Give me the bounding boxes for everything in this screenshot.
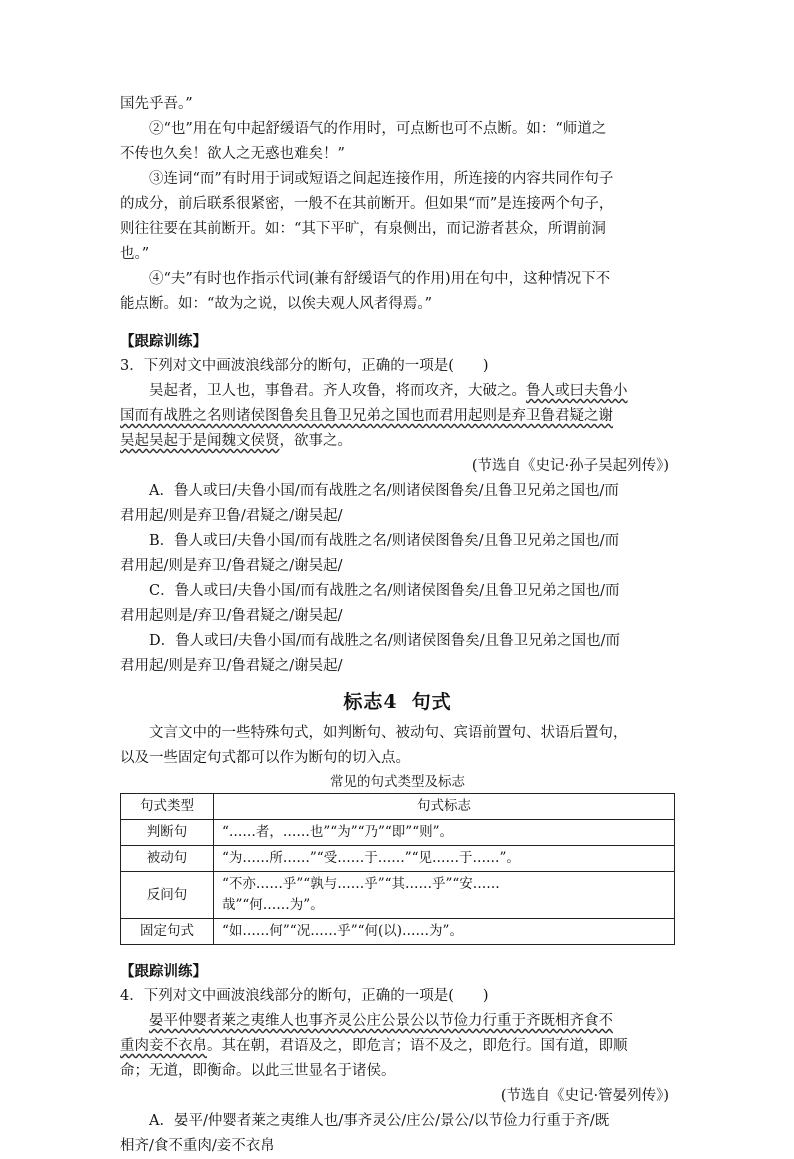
passage-line: 命；无道，即衡命。以此三世显名于诸侯。 <box>120 1063 396 1079</box>
sentence-pattern-table <box>120 793 675 945</box>
option-a: A．晏平/仲婴者莱之夷维人也/事齐灵公/庄公/景公/以节俭力行重于齐/既 <box>149 1113 610 1129</box>
text-line: 的成分，前后联系很紧密，一般不在其前断开。但如果“而”是连接两个句子， <box>120 196 614 212</box>
text-line: 国先乎吾。” <box>120 96 193 112</box>
option-c-cont: 君用起则是/弃卫/鲁君疑之/谢吴起/ <box>120 608 343 624</box>
wavy-underlined-text: 鲁人或曰夫鲁小 <box>526 383 628 399</box>
document-content <box>120 92 675 1159</box>
text-line: 也。” <box>120 246 150 262</box>
passage-line <box>120 404 675 429</box>
training-heading: 【跟踪训练】 <box>120 963 207 980</box>
wavy-underlined-text: 晏平仲婴者莱之夷维人也事齐灵公庄公景公以节俭力行重于齐既相齐食不 <box>149 1013 613 1029</box>
question-stem: 4．下列对文中画波浪线部分的断句，正确的一项是( ) <box>120 988 489 1004</box>
option-a-cont: 君用起/则是弃卫鲁/君疑之/谢吴起/ <box>120 508 343 524</box>
table-cell-mark: “……者，……也”“为”“乃”“即”“则”。 <box>214 820 675 846</box>
passage-text: 吴起者，卫人也，事鲁君。齐人攻鲁，将而攻齐，大破之。 <box>149 383 526 399</box>
intro-line: 文言文中的一些特殊句式，如判断句、被动句、宾语前置句、状语后置句， <box>149 725 628 741</box>
wavy-underlined-text: 国而有战胜之名则诸侯图鲁矣且鲁卫兄弟之国也而君用起则是弃卫鲁君疑之谢 <box>120 408 613 424</box>
source-citation: (节选自《史记·孙子吴起列传》) <box>471 458 669 474</box>
option-a-cont: 相齐/食不重肉/妾不衣帛 <box>120 1138 275 1154</box>
section-title-number: 标志4 <box>343 691 398 713</box>
table-row <box>121 919 675 945</box>
table-row <box>121 820 675 846</box>
text-line: ③连词“而”有时用于词或短语之间起连接作用，所连接的内容共同作句子 <box>149 171 614 187</box>
option-a: A．鲁人或曰/夫鲁小国/而有战胜之名/则诸侯图鲁矣/且鲁卫兄弟之国也/而 <box>149 483 619 499</box>
section-title <box>120 687 675 717</box>
intro-line: 以及一些固定句式都可以作为断句的切入点。 <box>120 750 410 766</box>
section-title-text: 句式 <box>411 691 452 713</box>
text-line: 能点断。如：“故为之说，以俟夫观人风者得焉。” <box>120 296 433 312</box>
text-line: ②“也”用在句中起舒缓语气的作用时，可点断也可不点断。如：“师道之 <box>149 121 607 137</box>
question-stem: 3．下列对文中画波浪线部分的断句，正确的一项是( ) <box>120 358 489 374</box>
passage-text: ，欲事之。 <box>279 433 352 449</box>
table-cell-mark: “如……何”“况……乎”“何(以)……为”。 <box>214 919 675 945</box>
table-caption: 常见的句式类型及标志 <box>330 774 465 790</box>
source-citation: (节选自《史记·管晏列传》) <box>500 1088 669 1104</box>
table-header-row <box>121 794 675 820</box>
text-line: 不传也久矣！欲人之无惑也难矣！” <box>120 146 345 162</box>
table-header-type: 句式类型 <box>121 794 214 820</box>
table-row <box>121 872 675 919</box>
table-row <box>121 846 675 872</box>
passage-line <box>120 379 675 404</box>
table-cell-mark <box>214 872 675 919</box>
option-d: D．鲁人或曰/夫鲁小国/而有战胜之名/则诸侯图鲁矣/且鲁卫兄弟之国也/而 <box>149 633 621 649</box>
passage-text: 。其在朝，君语及之，即危言；语不及之，即危行。国有道，即顺 <box>207 1038 628 1054</box>
training-heading: 【跟踪训练】 <box>120 333 207 350</box>
text-line: 则往往要在其前断开。如：“其下平旷，有泉侧出，而记游者甚众，所谓前洞 <box>120 221 606 237</box>
table-cell-type: 被动句 <box>121 846 214 872</box>
text-line: ④“夫”有时也作指示代词(兼有舒缓语气的作用)用在句中，这种情况下不 <box>149 271 611 287</box>
table-cell-type: 反问句 <box>121 872 214 919</box>
option-b-cont: 君用起/则是弃卫/鲁君疑之/谢吴起/ <box>120 558 343 574</box>
table-cell-mark-line: “不亦……乎”“孰与……乎”“其……乎”“安…… <box>222 876 500 892</box>
passage-line <box>120 1034 675 1059</box>
table-header-mark: 句式标志 <box>214 794 675 820</box>
table-cell-type: 固定句式 <box>121 919 214 945</box>
option-d-cont: 君用起/则是弃卫/鲁君疑之/谢吴起/ <box>120 658 343 674</box>
table-cell-type: 判断句 <box>121 820 214 846</box>
option-b: B．鲁人或曰/夫鲁小国/而有战胜之名/则诸侯图鲁矣/且鲁卫兄弟之国也/而 <box>149 533 620 549</box>
wavy-underlined-text: 吴起吴起于是闻魏文侯贤 <box>120 433 280 449</box>
passage-line <box>120 429 675 454</box>
passage-line <box>120 1009 675 1034</box>
option-c: C．鲁人或曰/夫鲁小国/而有战胜之名/则诸侯图鲁矣/且鲁卫兄弟之国也/而 <box>149 583 620 599</box>
wavy-underlined-text: 重肉妾不衣帛 <box>120 1038 207 1054</box>
table-cell-mark: “为……所……”“受……于……”“见……于……”。 <box>214 846 675 872</box>
table-cell-mark-line: 哉”“何……为”。 <box>222 897 324 913</box>
